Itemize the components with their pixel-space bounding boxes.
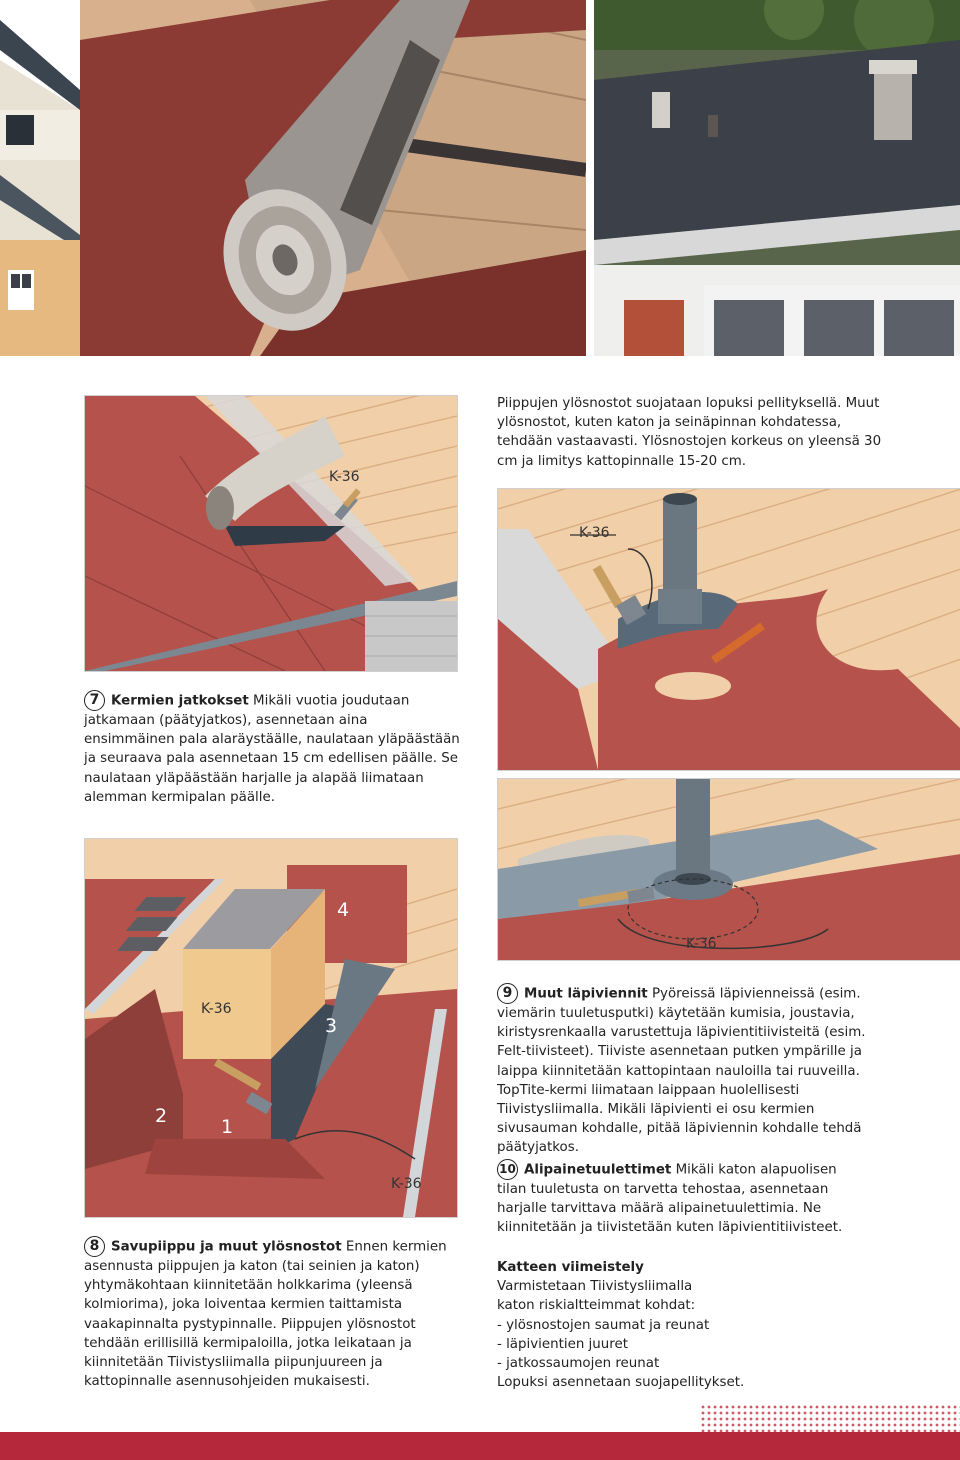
finish-block [497, 1258, 869, 1392]
section-8-body: Ennen kermien asennusta piippujen ja katon (tai seinien ja katon) yhtymäkohtaan kiinnitetään holkkarima (yleensä kolmiorima), joka loiventaa kermien taittamista vaakapinnalta pystypinnalle. Piippujen ylösnostot tehdään erillisillä kermipaloilla, jotka leikataan ja kiinnitetään Tiivistysliimalla piipunjuureen ja kattopinnalle asennusohjeiden mukaisesti. [84, 1239, 447, 1390]
section-10-heading: Alipainetuulettimet [524, 1162, 672, 1178]
illustration-chimney [84, 838, 458, 1218]
section-9-heading: Muut läpiviennit [524, 986, 648, 1002]
label-1: 1 [221, 1116, 234, 1138]
label-k36-b: K-36 [579, 525, 610, 541]
label-2: 2 [155, 1105, 168, 1127]
section-7-body: Mikäli vuotia joudutaan jatkamaan (päätyjatkos), asennetaan aina ensimmäinen pala alaräystäälle, naulataan yläpäästään ja seuraava pala asennetaan 15 cm edellisen päälle. Se naulataan yläpäästään harjalle ja alapää liimataan alemman kermipalan päälle. [84, 693, 460, 805]
section-8-heading: Savupiippu ja muut ylösnostot [111, 1239, 342, 1255]
label-3: 3 [325, 1015, 338, 1037]
illustration-pipe-bottom [497, 778, 960, 961]
finish-heading: Katteen viimeistely [497, 1260, 644, 1275]
section-9-number: 9 [497, 983, 518, 1004]
finish-line-5: - jatkossaumojen reunat [497, 1356, 660, 1372]
footer-bar [0, 1432, 960, 1460]
footer-dot-pattern [700, 1404, 960, 1432]
illustration-pipe-top [497, 488, 960, 771]
finish-line-3: - ylösnostojen saumat ja reunat [497, 1317, 710, 1333]
section-8 [84, 1236, 456, 1391]
section-8-number: 8 [84, 1236, 105, 1257]
label-k36-e: K-36 [391, 1176, 422, 1192]
section-10-body: Mikäli katon alapuolisen tilan tuuletusta on tarvetta tehostaa, asennetaan harjalle tarvittava määrä alipainetuulettimia. Ne kiinnitetään ja tiivistetään kuten läpivientitiivisteet. [497, 1162, 843, 1236]
caption-top: Piippujen ylösnostot suojataan lopuksi pellityksellä. Muut ylösnostot, kuten katon ja seinäpinnan kohdatessa, tehdään vastaavasti. Ylösnostojen korkeus on yleensä 30 cm ja limitys kattopinnalle 15-20 cm. [497, 396, 882, 469]
label-k36-d: K-36 [201, 1001, 232, 1017]
section-7-number: 7 [84, 690, 105, 711]
label-4: 4 [337, 899, 350, 921]
section-9-body: Pyöreissä läpivienneissä (esim. viemärin tuuletusputki) käytetään kumisia, joustavia, kiristysrenkaalla varustettuja läpivientitiivisteitä (esim. Felt-tiivisteet). Tiiviste asennetaan putken ympärille ja laippa kiinnitetään kattopintaan nauloilla tai ruuveilla. TopTite-kermi liimataan laippaan huolellisesti Tiivistysliimalla. Mikäli läpivienti ei osu kermien sivusauman kohdalle, pitää läpiviennin kohdalle tehdä päätyjatkos. [497, 986, 866, 1156]
finish-line-2: katon riskialtteimmat kohdat: [497, 1298, 696, 1314]
photo-felt-roll [0, 0, 586, 356]
finish-line-6: Lopuksi asennetaan suojapellitykset. [497, 1375, 745, 1391]
section-9 [497, 983, 869, 1158]
label-k36-c: K-36 [686, 936, 717, 952]
section-7 [84, 690, 462, 807]
finish-line-4: - läpivientien juuret [497, 1336, 628, 1352]
label-k36-a: K-36 [329, 469, 360, 485]
photo-flat-roof [594, 0, 960, 356]
section-7-heading: Kermien jatkokset [111, 693, 249, 709]
section-10 [497, 1159, 869, 1238]
section-10-number: 10 [497, 1159, 518, 1180]
finish-line-1: Varmistetaan Tiivistysliimalla [497, 1279, 693, 1295]
illustration-felt-joint [84, 395, 458, 672]
